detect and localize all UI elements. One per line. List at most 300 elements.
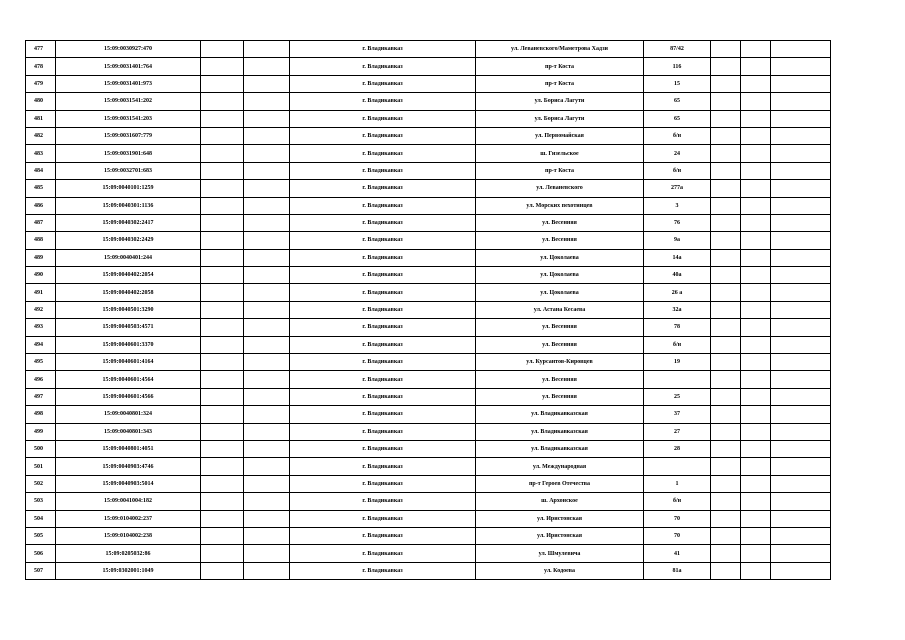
- house-number-cell: 14а: [644, 249, 711, 266]
- cadastral-number-cell: 15:09:0040302:2417: [56, 214, 201, 231]
- empty-cell: [244, 249, 290, 266]
- row-number-cell: 500: [26, 440, 56, 457]
- empty-cell: [771, 562, 831, 579]
- street-cell: пр-т Коста: [476, 162, 644, 179]
- city-cell: г. Владикавказ: [290, 110, 476, 127]
- table-row: [26, 475, 831, 492]
- street-cell: ул. Владикавказская: [476, 406, 644, 423]
- empty-cell: [741, 232, 771, 249]
- empty-cell: [741, 127, 771, 144]
- empty-cell: [711, 527, 741, 544]
- cadastral-number-cell: 15:09:0031401:973: [56, 75, 201, 92]
- empty-cell: [741, 180, 771, 197]
- table-row: [26, 284, 831, 301]
- empty-cell: [201, 458, 244, 475]
- empty-cell: [771, 319, 831, 336]
- empty-cell: [244, 110, 290, 127]
- row-number-cell: 490: [26, 267, 56, 284]
- empty-cell: [201, 197, 244, 214]
- empty-cell: [771, 301, 831, 318]
- table-row: [26, 545, 831, 562]
- table-row: [26, 232, 831, 249]
- empty-cell: [244, 475, 290, 492]
- table-row: [26, 267, 831, 284]
- table-row: [26, 423, 831, 440]
- table-row: [26, 354, 831, 371]
- empty-cell: [201, 214, 244, 231]
- row-number-cell: 493: [26, 319, 56, 336]
- row-number-cell: 487: [26, 214, 56, 231]
- house-number-cell: 70: [644, 527, 711, 544]
- table-row: [26, 440, 831, 457]
- empty-cell: [711, 58, 741, 75]
- empty-cell: [201, 284, 244, 301]
- street-cell: ул. Весенняя: [476, 232, 644, 249]
- row-number-cell: 477: [26, 41, 56, 58]
- house-number-cell: б/н: [644, 493, 711, 510]
- empty-cell: [201, 232, 244, 249]
- row-number-cell: 481: [26, 110, 56, 127]
- table-row: [26, 93, 831, 110]
- empty-cell: [771, 475, 831, 492]
- cadastral-number-cell: 15:09:0031541:203: [56, 110, 201, 127]
- empty-cell: [244, 301, 290, 318]
- table-row: [26, 562, 831, 579]
- empty-cell: [244, 458, 290, 475]
- empty-cell: [244, 180, 290, 197]
- empty-cell: [244, 336, 290, 353]
- empty-cell: [244, 319, 290, 336]
- empty-cell: [244, 58, 290, 75]
- empty-cell: [711, 354, 741, 371]
- house-number-cell: 26 а: [644, 284, 711, 301]
- empty-cell: [741, 41, 771, 58]
- street-cell: пр-т Коста: [476, 58, 644, 75]
- house-number-cell: 78: [644, 319, 711, 336]
- row-number-cell: 496: [26, 371, 56, 388]
- empty-cell: [201, 110, 244, 127]
- street-cell: ул. Владикавказская: [476, 440, 644, 457]
- empty-cell: [244, 145, 290, 162]
- table-row: [26, 145, 831, 162]
- city-cell: г. Владикавказ: [290, 75, 476, 92]
- table-row: [26, 41, 831, 58]
- empty-cell: [771, 110, 831, 127]
- empty-cell: [201, 58, 244, 75]
- empty-cell: [771, 527, 831, 544]
- city-cell: г. Владикавказ: [290, 493, 476, 510]
- cadastral-number-cell: 15:09:0031901:648: [56, 145, 201, 162]
- table-row: [26, 371, 831, 388]
- house-number-cell: 116: [644, 58, 711, 75]
- empty-cell: [741, 510, 771, 527]
- empty-cell: [771, 458, 831, 475]
- house-number-cell: [644, 371, 711, 388]
- empty-cell: [741, 527, 771, 544]
- street-cell: ул. Весенняя: [476, 336, 644, 353]
- city-cell: г. Владикавказ: [290, 388, 476, 405]
- cadastral-number-cell: 15:09:0040503:4571: [56, 319, 201, 336]
- street-cell: пр-т Героев Отечества: [476, 475, 644, 492]
- empty-cell: [771, 267, 831, 284]
- empty-cell: [711, 162, 741, 179]
- empty-cell: [741, 475, 771, 492]
- empty-cell: [201, 41, 244, 58]
- table-row: [26, 493, 831, 510]
- empty-cell: [771, 232, 831, 249]
- table-row: [26, 319, 831, 336]
- empty-cell: [771, 127, 831, 144]
- street-cell: ул. Леваневского/Маметрова Хадзи: [476, 41, 644, 58]
- row-number-cell: 503: [26, 493, 56, 510]
- cadastral-number-cell: 15:09:0031541:202: [56, 93, 201, 110]
- empty-cell: [771, 197, 831, 214]
- cadastral-number-cell: 15:09:0031607:779: [56, 127, 201, 144]
- city-cell: г. Владикавказ: [290, 267, 476, 284]
- empty-cell: [244, 232, 290, 249]
- empty-cell: [244, 41, 290, 58]
- row-number-cell: 486: [26, 197, 56, 214]
- empty-cell: [244, 75, 290, 92]
- table-row: [26, 162, 831, 179]
- empty-cell: [711, 440, 741, 457]
- empty-cell: [711, 145, 741, 162]
- empty-cell: [771, 510, 831, 527]
- street-cell: ул. Бориса Лагути: [476, 93, 644, 110]
- street-cell: ул. Шмулевича: [476, 545, 644, 562]
- row-number-cell: 495: [26, 354, 56, 371]
- house-number-cell: 70: [644, 510, 711, 527]
- empty-cell: [244, 267, 290, 284]
- empty-cell: [741, 214, 771, 231]
- empty-cell: [741, 197, 771, 214]
- street-cell: ул. Первомайская: [476, 127, 644, 144]
- empty-cell: [201, 371, 244, 388]
- empty-cell: [244, 127, 290, 144]
- table-row: [26, 75, 831, 92]
- house-number-cell: 41: [644, 545, 711, 562]
- empty-cell: [201, 180, 244, 197]
- house-number-cell: 81а: [644, 562, 711, 579]
- empty-cell: [244, 93, 290, 110]
- city-cell: г. Владикавказ: [290, 510, 476, 527]
- empty-cell: [741, 267, 771, 284]
- empty-cell: [771, 249, 831, 266]
- street-cell: ул. Цоколаева: [476, 267, 644, 284]
- house-number-cell: б/н: [644, 336, 711, 353]
- empty-cell: [741, 58, 771, 75]
- empty-cell: [711, 406, 741, 423]
- table-row: [26, 180, 831, 197]
- city-cell: г. Владикавказ: [290, 371, 476, 388]
- table-row: [26, 388, 831, 405]
- empty-cell: [771, 371, 831, 388]
- house-number-cell: 76: [644, 214, 711, 231]
- table-row: [26, 127, 831, 144]
- empty-cell: [244, 388, 290, 405]
- empty-cell: [771, 406, 831, 423]
- empty-cell: [711, 423, 741, 440]
- empty-cell: [741, 423, 771, 440]
- empty-cell: [741, 336, 771, 353]
- row-number-cell: 504: [26, 510, 56, 527]
- city-cell: г. Владикавказ: [290, 41, 476, 58]
- street-cell: ул. Весенняя: [476, 371, 644, 388]
- empty-cell: [201, 545, 244, 562]
- empty-cell: [244, 371, 290, 388]
- city-cell: г. Владикавказ: [290, 197, 476, 214]
- cadastral-number-cell: 15:09:0040402:2058: [56, 284, 201, 301]
- row-number-cell: 492: [26, 301, 56, 318]
- cadastral-number-cell: 15:09:0040302:2429: [56, 232, 201, 249]
- cadastral-number-cell: 15:09:0040601:4566: [56, 388, 201, 405]
- empty-cell: [741, 110, 771, 127]
- city-cell: г. Владикавказ: [290, 127, 476, 144]
- empty-cell: [741, 371, 771, 388]
- cadastral-number-cell: 15:09:0040801:324: [56, 406, 201, 423]
- empty-cell: [771, 388, 831, 405]
- row-number-cell: 478: [26, 58, 56, 75]
- row-number-cell: 494: [26, 336, 56, 353]
- empty-cell: [201, 127, 244, 144]
- street-cell: ул. Бориса Лагути: [476, 110, 644, 127]
- house-number-cell: 24: [644, 145, 711, 162]
- empty-cell: [244, 197, 290, 214]
- empty-cell: [711, 249, 741, 266]
- city-cell: г. Владикавказ: [290, 232, 476, 249]
- street-cell: ул. Весенняя: [476, 214, 644, 231]
- empty-cell: [771, 493, 831, 510]
- empty-cell: [771, 180, 831, 197]
- empty-cell: [711, 336, 741, 353]
- row-number-cell: 491: [26, 284, 56, 301]
- street-cell: ул. Морских пехотинцев: [476, 197, 644, 214]
- street-cell: ул. Иристонская: [476, 527, 644, 544]
- empty-cell: [771, 41, 831, 58]
- empty-cell: [244, 406, 290, 423]
- empty-cell: [244, 510, 290, 527]
- city-cell: г. Владикавказ: [290, 180, 476, 197]
- empty-cell: [201, 493, 244, 510]
- city-cell: г. Владикавказ: [290, 527, 476, 544]
- city-cell: г. Владикавказ: [290, 249, 476, 266]
- table-row: [26, 458, 831, 475]
- house-number-cell: б/н: [644, 162, 711, 179]
- cadastral-table: [25, 40, 831, 580]
- street-cell: ш. Архонское: [476, 493, 644, 510]
- table-row: [26, 58, 831, 75]
- empty-cell: [201, 319, 244, 336]
- empty-cell: [741, 284, 771, 301]
- empty-cell: [741, 319, 771, 336]
- empty-cell: [771, 545, 831, 562]
- empty-cell: [771, 284, 831, 301]
- city-cell: г. Владикавказ: [290, 406, 476, 423]
- empty-cell: [201, 562, 244, 579]
- street-cell: ул. Астана Кесаева: [476, 301, 644, 318]
- empty-cell: [711, 197, 741, 214]
- row-number-cell: 484: [26, 162, 56, 179]
- house-number-cell: 3: [644, 197, 711, 214]
- city-cell: г. Владикавказ: [290, 423, 476, 440]
- cadastral-number-cell: 15:09:0031401:764: [56, 58, 201, 75]
- empty-cell: [741, 458, 771, 475]
- table-row: [26, 197, 831, 214]
- empty-cell: [771, 162, 831, 179]
- cadastral-number-cell: 15:09:0041004:182: [56, 493, 201, 510]
- row-number-cell: 502: [26, 475, 56, 492]
- cadastral-number-cell: 15:09:0205032:86: [56, 545, 201, 562]
- empty-cell: [711, 75, 741, 92]
- row-number-cell: 507: [26, 562, 56, 579]
- row-number-cell: 505: [26, 527, 56, 544]
- empty-cell: [741, 354, 771, 371]
- house-number-cell: 28: [644, 440, 711, 457]
- cadastral-number-cell: 15:09:0040501:3290: [56, 301, 201, 318]
- empty-cell: [201, 249, 244, 266]
- empty-cell: [201, 510, 244, 527]
- street-cell: ул. Весенняя: [476, 319, 644, 336]
- empty-cell: [201, 527, 244, 544]
- empty-cell: [711, 301, 741, 318]
- empty-cell: [741, 388, 771, 405]
- empty-cell: [711, 110, 741, 127]
- table-row: [26, 214, 831, 231]
- house-number-cell: 19: [644, 354, 711, 371]
- house-number-cell: 15: [644, 75, 711, 92]
- empty-cell: [201, 354, 244, 371]
- empty-cell: [201, 406, 244, 423]
- empty-cell: [711, 493, 741, 510]
- empty-cell: [244, 440, 290, 457]
- empty-cell: [741, 545, 771, 562]
- empty-cell: [711, 371, 741, 388]
- city-cell: г. Владикавказ: [290, 301, 476, 318]
- empty-cell: [711, 545, 741, 562]
- house-number-cell: 1: [644, 475, 711, 492]
- empty-cell: [201, 475, 244, 492]
- house-number-cell: 9а: [644, 232, 711, 249]
- house-number-cell: 40а: [644, 267, 711, 284]
- empty-cell: [771, 440, 831, 457]
- house-number-cell: 25: [644, 388, 711, 405]
- row-number-cell: 489: [26, 249, 56, 266]
- empty-cell: [201, 301, 244, 318]
- table-body: [26, 41, 831, 580]
- empty-cell: [711, 180, 741, 197]
- street-cell: ул. Кодоева: [476, 562, 644, 579]
- empty-cell: [771, 93, 831, 110]
- table-row: [26, 336, 831, 353]
- empty-cell: [244, 214, 290, 231]
- empty-cell: [711, 127, 741, 144]
- row-number-cell: 485: [26, 180, 56, 197]
- empty-cell: [741, 75, 771, 92]
- city-cell: г. Владикавказ: [290, 562, 476, 579]
- empty-cell: [741, 162, 771, 179]
- row-number-cell: 488: [26, 232, 56, 249]
- empty-cell: [771, 145, 831, 162]
- empty-cell: [771, 214, 831, 231]
- empty-cell: [711, 475, 741, 492]
- empty-cell: [771, 75, 831, 92]
- city-cell: г. Владикавказ: [290, 214, 476, 231]
- empty-cell: [201, 267, 244, 284]
- city-cell: г. Владикавказ: [290, 319, 476, 336]
- street-cell: ул. Цоколаева: [476, 249, 644, 266]
- empty-cell: [741, 440, 771, 457]
- empty-cell: [771, 58, 831, 75]
- street-cell: ул. Цоколаева: [476, 284, 644, 301]
- house-number-cell: 37: [644, 406, 711, 423]
- row-number-cell: 482: [26, 127, 56, 144]
- empty-cell: [711, 93, 741, 110]
- empty-cell: [201, 145, 244, 162]
- empty-cell: [201, 336, 244, 353]
- street-cell: ш. Гизельское: [476, 145, 644, 162]
- cadastral-number-cell: 15:09:0302001:1049: [56, 562, 201, 579]
- house-number-cell: [644, 458, 711, 475]
- table-row: [26, 110, 831, 127]
- street-cell: ул. Курсантов-Кировцев: [476, 354, 644, 371]
- empty-cell: [711, 562, 741, 579]
- street-cell: пр-т Коста: [476, 75, 644, 92]
- row-number-cell: 501: [26, 458, 56, 475]
- empty-cell: [201, 162, 244, 179]
- street-cell: ул. Владикавказская: [476, 423, 644, 440]
- cadastral-number-cell: 15:09:0104002:238: [56, 527, 201, 544]
- house-number-cell: 27: [644, 423, 711, 440]
- table-row: [26, 301, 831, 318]
- row-number-cell: 483: [26, 145, 56, 162]
- street-cell: ул. Леваневского: [476, 180, 644, 197]
- empty-cell: [741, 493, 771, 510]
- empty-cell: [711, 267, 741, 284]
- empty-cell: [244, 545, 290, 562]
- row-number-cell: 497: [26, 388, 56, 405]
- city-cell: г. Владикавказ: [290, 162, 476, 179]
- row-number-cell: 498: [26, 406, 56, 423]
- empty-cell: [244, 562, 290, 579]
- cadastral-number-cell: 15:09:0030927:470: [56, 41, 201, 58]
- cadastral-number-cell: 15:09:0040401:244: [56, 249, 201, 266]
- cadastral-number-cell: 15:09:0040601:4164: [56, 354, 201, 371]
- cadastral-number-cell: 15:09:0040903:5014: [56, 475, 201, 492]
- empty-cell: [741, 562, 771, 579]
- empty-cell: [771, 336, 831, 353]
- cadastral-number-cell: 15:09:0040801:343: [56, 423, 201, 440]
- cadastral-number-cell: 15:09:0040101:1259: [56, 180, 201, 197]
- empty-cell: [711, 458, 741, 475]
- cadastral-number-cell: 15:09:0040903:4746: [56, 458, 201, 475]
- house-number-cell: б/н: [644, 127, 711, 144]
- cadastral-number-cell: 15:09:0040301:1136: [56, 197, 201, 214]
- empty-cell: [771, 354, 831, 371]
- house-number-cell: 277а: [644, 180, 711, 197]
- city-cell: г. Владикавказ: [290, 93, 476, 110]
- empty-cell: [201, 93, 244, 110]
- row-number-cell: 479: [26, 75, 56, 92]
- empty-cell: [201, 75, 244, 92]
- cadastral-number-cell: 15:09:0040601:3370: [56, 336, 201, 353]
- street-cell: ул. Международная: [476, 458, 644, 475]
- empty-cell: [201, 388, 244, 405]
- empty-cell: [771, 423, 831, 440]
- table-row: [26, 510, 831, 527]
- table-row: [26, 249, 831, 266]
- empty-cell: [244, 423, 290, 440]
- cadastral-number-cell: 15:09:0040801:4051: [56, 440, 201, 457]
